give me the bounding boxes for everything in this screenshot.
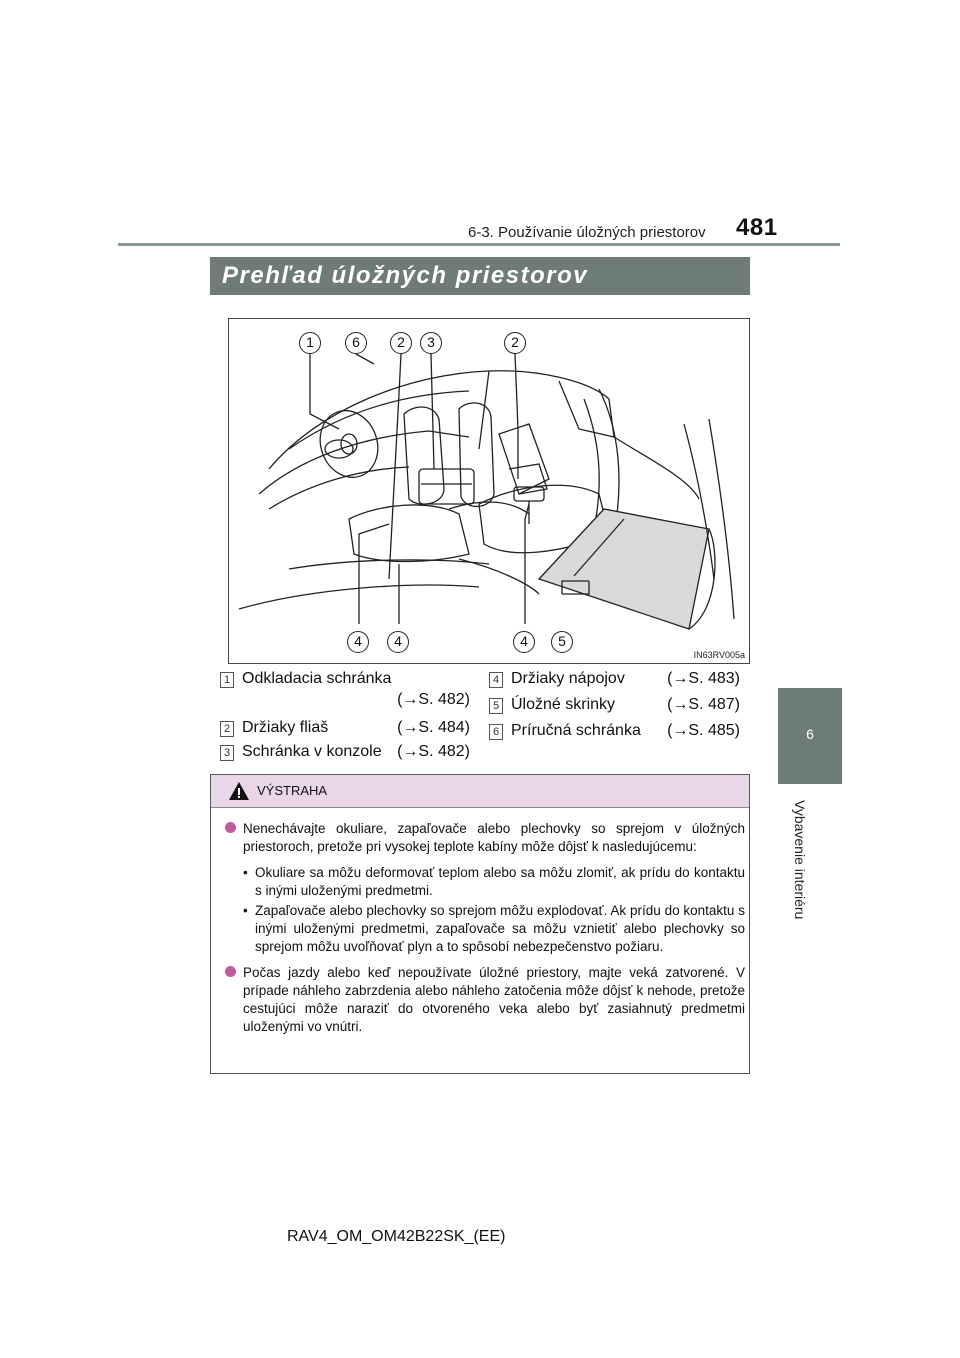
interior-illustration xyxy=(228,318,750,664)
car-interior-drawing xyxy=(229,319,749,663)
warning-subitem xyxy=(225,864,745,900)
legend-ref-1: (→S. 482) xyxy=(397,691,470,708)
legend-badge-5: 5 xyxy=(489,698,503,714)
chapter-tab xyxy=(778,688,842,784)
warning-bullet-text-1: Nenechávajte okuliare, zapaľovače alebo plechovky so sprejom v úložných priestoroch, pretože pri vysokej teplote kabíny môže dôjsť k nasledujúcemu: xyxy=(243,821,745,854)
callout-4-b: 4 xyxy=(387,631,409,653)
callout-2: 2 xyxy=(390,332,412,354)
callout-4-c: 4 xyxy=(513,631,535,653)
legend-label-1: Odkladacia schránka xyxy=(242,670,392,687)
legend-badge-3: 3 xyxy=(220,745,234,761)
page-number: 481 xyxy=(736,214,778,241)
warning-bullet xyxy=(225,964,745,1036)
legend-ref-6: (→S. 485) xyxy=(667,722,740,739)
section-header: 6-3. Používanie úložných priestorov xyxy=(468,224,706,241)
legend-badge-2: 2 xyxy=(220,721,234,737)
legend-ref-4: (→S. 483) xyxy=(667,670,740,687)
legend-ref-2: (→S. 484) xyxy=(397,719,470,736)
warning-triangle-icon xyxy=(228,781,250,801)
warning-subitem xyxy=(225,902,745,956)
warning-bullet xyxy=(225,820,745,856)
title-bar xyxy=(210,257,750,295)
legend-label-4: Držiaky nápojov xyxy=(511,670,625,687)
legend-badge-1: 1 xyxy=(220,672,234,688)
callout-2-rear: 2 xyxy=(504,332,526,354)
sub-bullet-marker: • xyxy=(243,865,248,880)
legend-badge-6: 6 xyxy=(489,724,503,740)
legend-label-3: Schránka v konzole xyxy=(242,743,382,760)
document-code: RAV4_OM_OM42B22SK_(EE) xyxy=(287,1228,506,1245)
callout-4-a: 4 xyxy=(347,631,369,653)
callout-5: 5 xyxy=(551,631,573,653)
warning-subitem-text-2: Zapaľovače alebo plechovky so sprejom môžu explodovať. Ak prídu do kontaktu s inými uloženými predmetmi, zapaľovače sa môžu vznietiť alebo plechovky so sprejom môžu uvoľňovať plyn a to spôsobí nebezpečenstvo požiaru. xyxy=(255,903,745,954)
bullet-dot-icon xyxy=(225,822,236,833)
callout-1: 1 xyxy=(299,332,321,354)
legend-ref-5: (→S. 487) xyxy=(667,696,740,713)
callout-6: 6 xyxy=(345,332,367,354)
figure-code: IN63RV005a xyxy=(693,650,745,660)
legend-label-5: Úložné skrinky xyxy=(511,696,616,713)
page-title: Prehľad úložných priestorov xyxy=(222,262,589,289)
bullet-dot-icon xyxy=(225,966,236,977)
warning-body xyxy=(225,820,745,1044)
legend-label-2: Držiaky fliaš xyxy=(242,719,329,736)
warning-bullet-text-2: Počas jazdy alebo keď nepoužívate úložné priestory, majte veká zatvorené. V prípade náhleho zabrzdenia alebo náhleho zatočenia môže dôjsť k nehode, pretože cestujúci môže naraziť do otvoreného veka alebo byť zasiahnutý predmetmi uloženými vo vnútri. xyxy=(243,965,745,1034)
chapter-number: 6 xyxy=(806,726,814,742)
chapter-label: Vybavenie interiéru xyxy=(792,800,808,920)
warning-header xyxy=(211,775,749,808)
callout-3: 3 xyxy=(420,332,442,354)
sub-bullet-marker: • xyxy=(243,903,248,918)
legend-badge-4: 4 xyxy=(489,672,503,688)
legend-label-6: Príručná schránka xyxy=(511,722,641,739)
header-rule xyxy=(118,243,840,246)
warning-title: VÝSTRAHA xyxy=(257,783,328,798)
warning-box xyxy=(210,774,750,1074)
warning-subitem-text-1: Okuliare sa môžu deformovať teplom alebo sa môžu zlomiť, ak prídu do kontaktu s inými uloženými predmetmi. xyxy=(255,865,745,898)
legend-ref-3: (→S. 482) xyxy=(397,743,470,760)
